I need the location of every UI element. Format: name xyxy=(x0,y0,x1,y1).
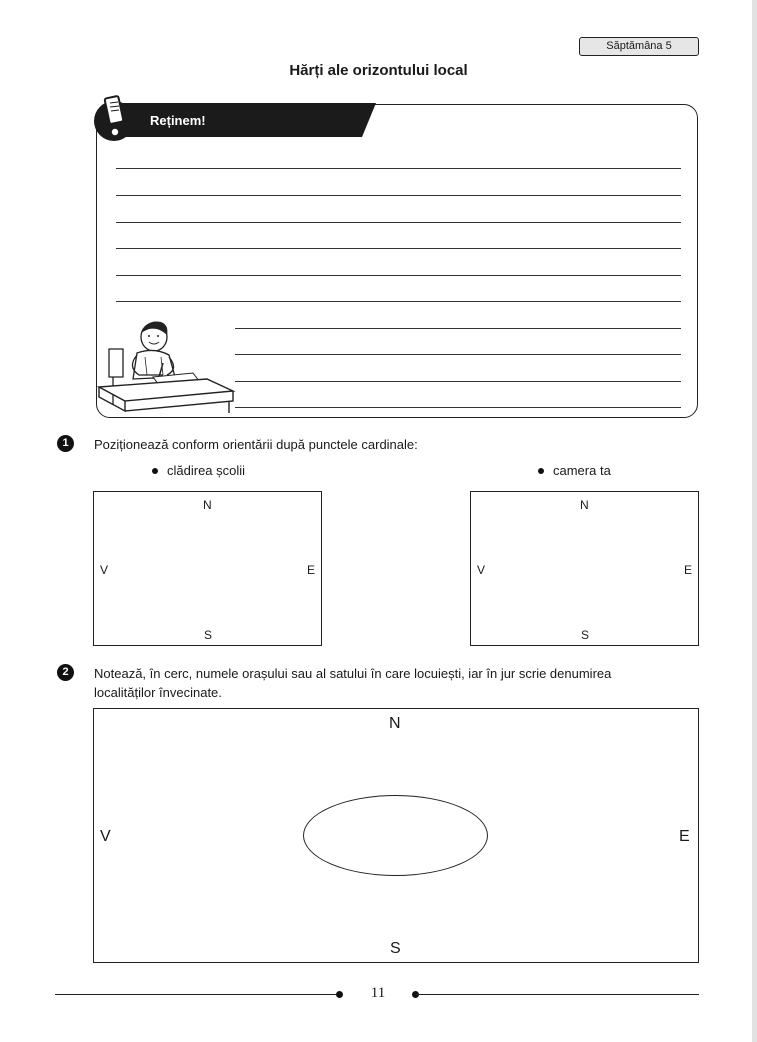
exercise-1-instruction: Poziționează conform orientării după punctele cardinale: xyxy=(94,437,418,452)
write-line[interactable] xyxy=(116,275,681,276)
exercise-number-2: 2 xyxy=(57,664,74,681)
exercise-2-instruction-line2: localităților învecinate. xyxy=(94,685,222,700)
retinem-label: Reținem! xyxy=(150,113,206,128)
direction-east: E xyxy=(307,563,316,577)
footer-dot-left xyxy=(336,991,343,998)
direction-west: V xyxy=(477,563,486,577)
exercise-number-1: 1 xyxy=(57,435,74,452)
exercise-2-instruction-line1: Notează, în cerc, numele orașului sau al satului în care locuiești, iar în jur scrie denumirea xyxy=(94,666,612,681)
write-line[interactable] xyxy=(116,222,681,223)
direction-west: V xyxy=(100,828,111,845)
write-line[interactable] xyxy=(235,354,681,355)
bullet-dot xyxy=(152,468,158,474)
direction-north: N xyxy=(580,498,589,512)
compass-box-school[interactable] xyxy=(93,491,322,646)
write-line[interactable] xyxy=(116,195,681,196)
direction-south: S xyxy=(390,940,401,957)
direction-north: N xyxy=(203,498,212,512)
compass-box-room[interactable] xyxy=(470,491,699,646)
write-line[interactable] xyxy=(116,248,681,249)
boy-writing-illustration xyxy=(97,315,237,413)
bullet-item-room xyxy=(538,463,611,478)
bullet-label: camera ta xyxy=(553,463,611,478)
direction-south: S xyxy=(204,628,213,642)
bullet-item-school xyxy=(152,463,245,478)
page-number: 11 xyxy=(370,985,386,1001)
bullet-dot xyxy=(538,468,544,474)
write-line[interactable] xyxy=(116,168,681,169)
week-badge: Săptămâna 5 xyxy=(579,37,699,56)
direction-south: S xyxy=(581,628,590,642)
exclamation-pencil-icon xyxy=(92,95,140,143)
direction-east: E xyxy=(679,828,690,845)
page-title: Hărți ale orizontului local xyxy=(289,62,468,79)
footer-line-right xyxy=(416,994,699,995)
write-line[interactable] xyxy=(235,407,681,408)
direction-north: N xyxy=(389,715,401,732)
write-line[interactable] xyxy=(116,301,681,302)
direction-east: E xyxy=(684,563,693,577)
write-line[interactable] xyxy=(235,328,681,329)
direction-west: V xyxy=(100,563,109,577)
locality-oval[interactable] xyxy=(303,795,488,876)
footer-line-left xyxy=(55,994,339,995)
page-edge-shadow xyxy=(752,0,757,1042)
write-line[interactable] xyxy=(235,381,681,382)
bullet-label: clădirea școlii xyxy=(167,463,246,478)
